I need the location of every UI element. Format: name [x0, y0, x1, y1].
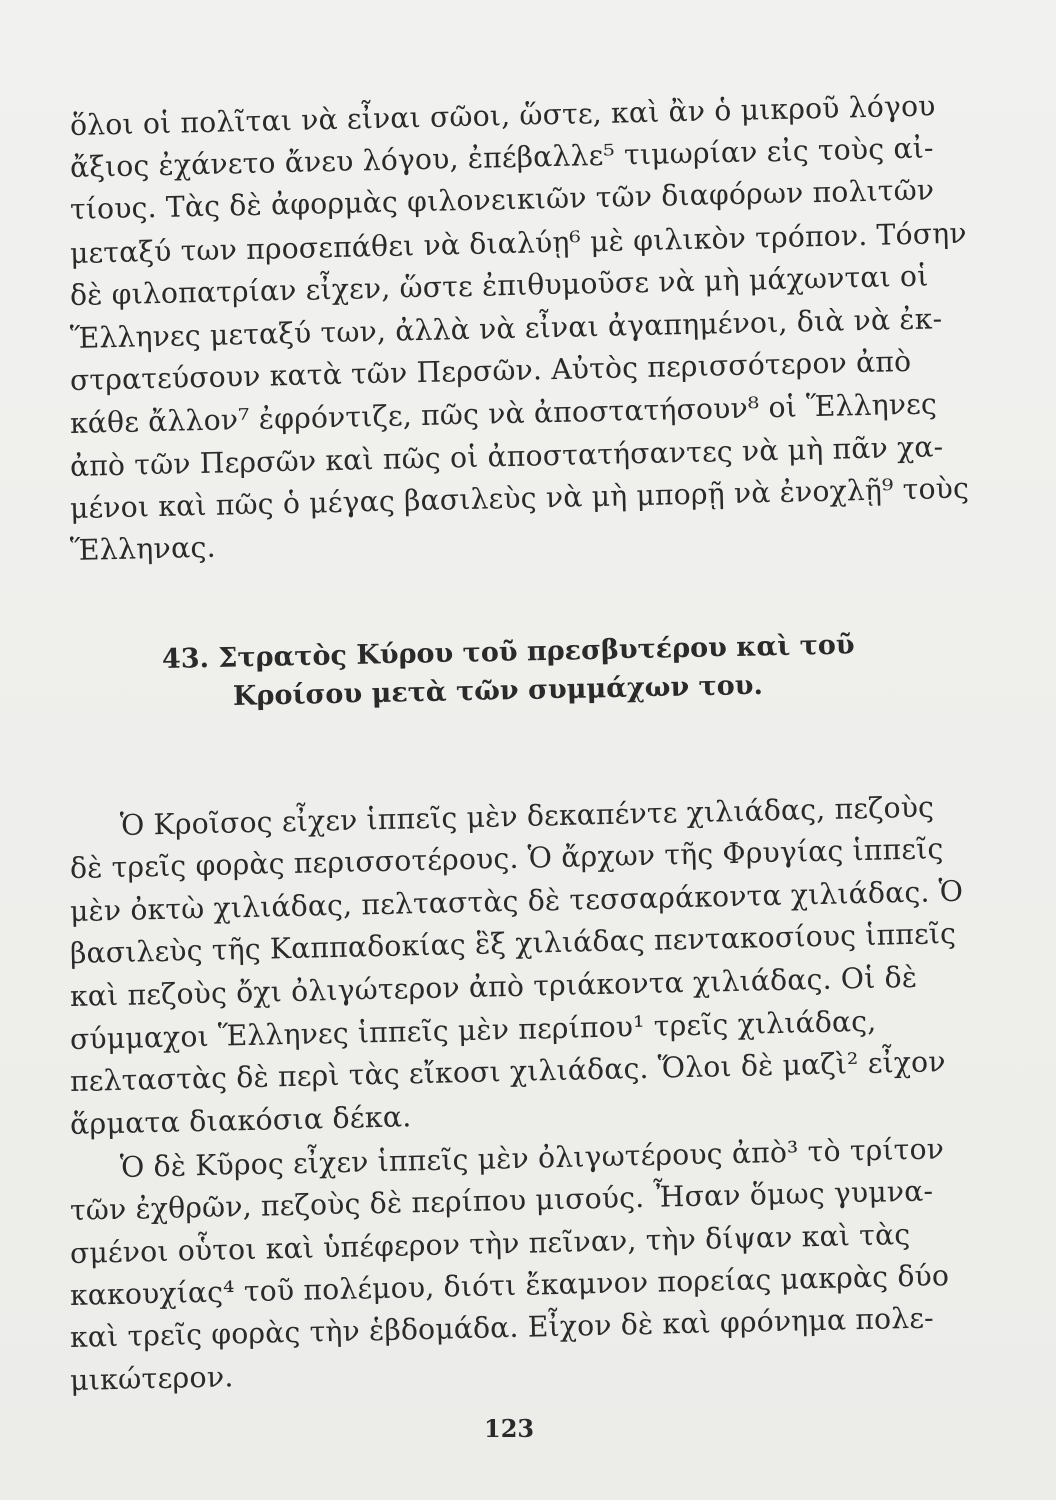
paragraph2-line: μὲν ὀκτὼ χιλιάδας, πελταστὰς δὲ τεσσαράκοντα χιλιάδας. Ὁ [69, 874, 964, 928]
paragraph2-line: Ὁ Κροῖσος εἶχεν ἱππεῖς μὲν δεκαπέντε χιλιάδας, πεζοὺς [119, 790, 935, 842]
paragraph3-line: Ὁ δὲ Κῦρος εἶχεν ἱππεῖς μὲν ὀλιγωτέρους ἀπὸ³ τὸ τρίτον [119, 1132, 945, 1184]
paragraph2-line: δὲ τρεῖς φορὰς περισσοτέρους. Ὁ ἄρχων τῆς Φρυγίας ἱππεῖς [69, 832, 944, 885]
paragraph2-line: ἅρματα διακόσια δέκα. [69, 1100, 412, 1141]
paragraph3-line: μικώτερον. [69, 1360, 234, 1397]
section-heading-line2: Κροίσου μετὰ τῶν συμμάχων του. [232, 669, 764, 712]
paragraph1-line: μεταξύ των προσεπάθει νὰ διαλύῃ⁶ μὲ φιλικὸν τρόπον. Τόσην [69, 216, 968, 270]
paragraph1-line: ὅλοι οἱ πολῖται νὰ εἶναι σῶοι, ὥστε, καὶ ἂν ὁ μικροῦ λόγου [69, 89, 936, 142]
paragraph1-line: ἄξιος ἐχάνετο ἄνευ λόγου, ἐπέβαλλε⁵ τιμωρίαν εἰς τοὺς αἰ- [69, 131, 935, 184]
paragraph2-line: καὶ πεζοὺς ὄχι ὀλιγώτερον ἀπὸ τριάκοντα χιλιάδας. Οἱ δὲ [69, 960, 918, 1013]
paragraph1-line: δὲ φιλοπατρίαν εἶχεν, ὥστε ἐπιθυμοῦσε νὰ μὴ μάχωνται οἱ [69, 259, 929, 312]
paragraph2-line: σύμμαχοι Ἕλληνες ἱππεῖς μὲν περίπου¹ τρεῖς χιλιάδας, [69, 1004, 877, 1056]
page-number: 123 [484, 1414, 535, 1443]
paragraph2-line: βασιλεὺς τῆς Καππαδοκίας ἓξ χιλιάδας πεντακοσίους ἱππεῖς [69, 916, 957, 970]
paragraph1-line: ἀπὸ τῶν Περσῶν καὶ πῶς οἱ ἀποστατήσαντες νὰ μὴ πᾶν χα- [69, 430, 944, 483]
section-heading-line1: 43. Στρατὸς Κύρου τοῦ πρεσβυτέρου καὶ τοῦ [161, 629, 855, 675]
paragraph3-line: καὶ τρεῖς φορὰς τὴν ἑβδομάδα. Εἶχον δὲ καὶ φρόνημα πολε- [69, 1301, 935, 1354]
paragraph1-line: μένοι καὶ πῶς ὁ μέγας βασιλεὺς νὰ μὴ μπορῇ νὰ ἐνοχλῇ⁹ τοὺς [69, 471, 970, 525]
paragraph3-line: τῶν ἐχθρῶν, πεζοὺς δὲ περίπου μισούς. Ἦσαν ὅμως γυμνα- [69, 1174, 934, 1227]
paragraph3-line: κακουχίας⁴ τοῦ πολέμου, διότι ἔκαμνον πορείας μακρὰς δύο [69, 1259, 950, 1312]
paragraph1-line: Ἕλληνες μεταξύ των, ἀλλὰ νὰ εἶναι ἀγαπημένοι, διὰ νὰ ἐκ- [69, 302, 943, 355]
paragraph1-line: τίους. Τὰς δὲ ἀφορμὰς φιλονεικιῶν τῶν διαφόρων πολιτῶν [69, 173, 935, 226]
paragraph2-line: πελταστὰς δὲ περὶ τὰς εἴκοσι χιλιάδας. Ὅλοι δὲ μαζὶ² εἶχον [69, 1045, 947, 1098]
paragraph1-line: στρατεύσουν κατὰ τῶν Περσῶν. Αὐτὸς περισσότερον ἀπὸ [69, 344, 912, 397]
paragraph3-line: σμένοι οὗτοι καὶ ὑπέφερον τὴν πεῖναν, τὴν δίψαν καὶ τὰς [69, 1217, 911, 1270]
paragraph1-line: κάθε ἄλλον⁷ ἐφρόντιζε, πῶς νὰ ἀποστατήσουν⁸ οἱ Ἕλληνες [69, 387, 938, 440]
paragraph1-line: Ἕλληνας. [69, 530, 217, 567]
